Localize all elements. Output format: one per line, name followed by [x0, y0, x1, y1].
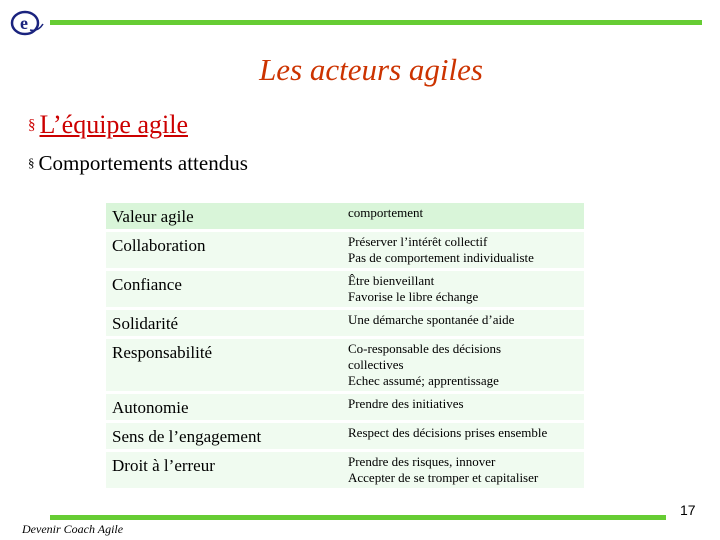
bullet-icon: § [28, 155, 35, 170]
table-row [106, 452, 584, 488]
value-cell: Droit à l’erreur [106, 452, 342, 488]
behavior-line: Respect des décisions prises ensemble [348, 425, 548, 440]
bullet-level1 [28, 110, 188, 140]
bullet-level2 [28, 151, 248, 176]
bullet-level1-text: L’équipe agile [39, 110, 188, 139]
behavior-cell [342, 452, 584, 488]
page-number: 17 [680, 502, 696, 518]
behavior-line: Préserver l’intérêt collectif [348, 234, 488, 249]
behavior-line: collectives [348, 357, 404, 372]
behavior-cell [342, 339, 584, 391]
header-behavior: comportement [342, 203, 584, 229]
svg-text:e: e [20, 13, 28, 33]
behavior-line: Accepter de se tromper et capitaliser [348, 470, 539, 485]
behavior-cell [342, 310, 584, 336]
bullet-level2-text: Comportements attendus [38, 151, 248, 175]
footer-text: Devenir Coach Agile [22, 522, 124, 536]
table-header-row [106, 203, 584, 229]
table-row [106, 423, 584, 449]
table-row [106, 339, 584, 391]
behavior-line: Une démarche spontanée d’aide [348, 312, 515, 327]
table-row [106, 232, 584, 268]
logo-icon [10, 8, 44, 38]
table-row [106, 310, 584, 336]
value-cell: Autonomie [106, 394, 342, 420]
slide-title: Les acteurs agiles [259, 52, 483, 87]
bottom-accent-bar [50, 515, 666, 520]
behavior-cell [342, 271, 584, 307]
behavior-line: Prendre des initiatives [348, 396, 464, 411]
value-cell: Confiance [106, 271, 342, 307]
top-accent-bar [50, 20, 702, 25]
table-row [106, 394, 584, 420]
behavior-cell [342, 232, 584, 268]
behavior-line: Co-responsable des décisions [348, 341, 502, 356]
behavior-line: Prendre des risques, innover [348, 454, 496, 469]
table-row [106, 271, 584, 307]
behavior-line: Echec assumé; apprentissage [348, 373, 499, 388]
behavior-cell [342, 394, 584, 420]
behavior-cell [342, 423, 584, 449]
value-cell: Solidarité [106, 310, 342, 336]
value-cell: Collaboration [106, 232, 342, 268]
behaviors-table [106, 200, 584, 491]
value-cell: Sens de l’engagement [106, 423, 342, 449]
behavior-line: Être bienveillant [348, 273, 435, 288]
value-cell: Responsabilité [106, 339, 342, 391]
behavior-line: Favorise le libre échange [348, 289, 479, 304]
header-value: Valeur agile [106, 203, 342, 229]
behavior-line: Pas de comportement individualiste [348, 250, 534, 265]
bullet-icon: § [28, 117, 36, 133]
